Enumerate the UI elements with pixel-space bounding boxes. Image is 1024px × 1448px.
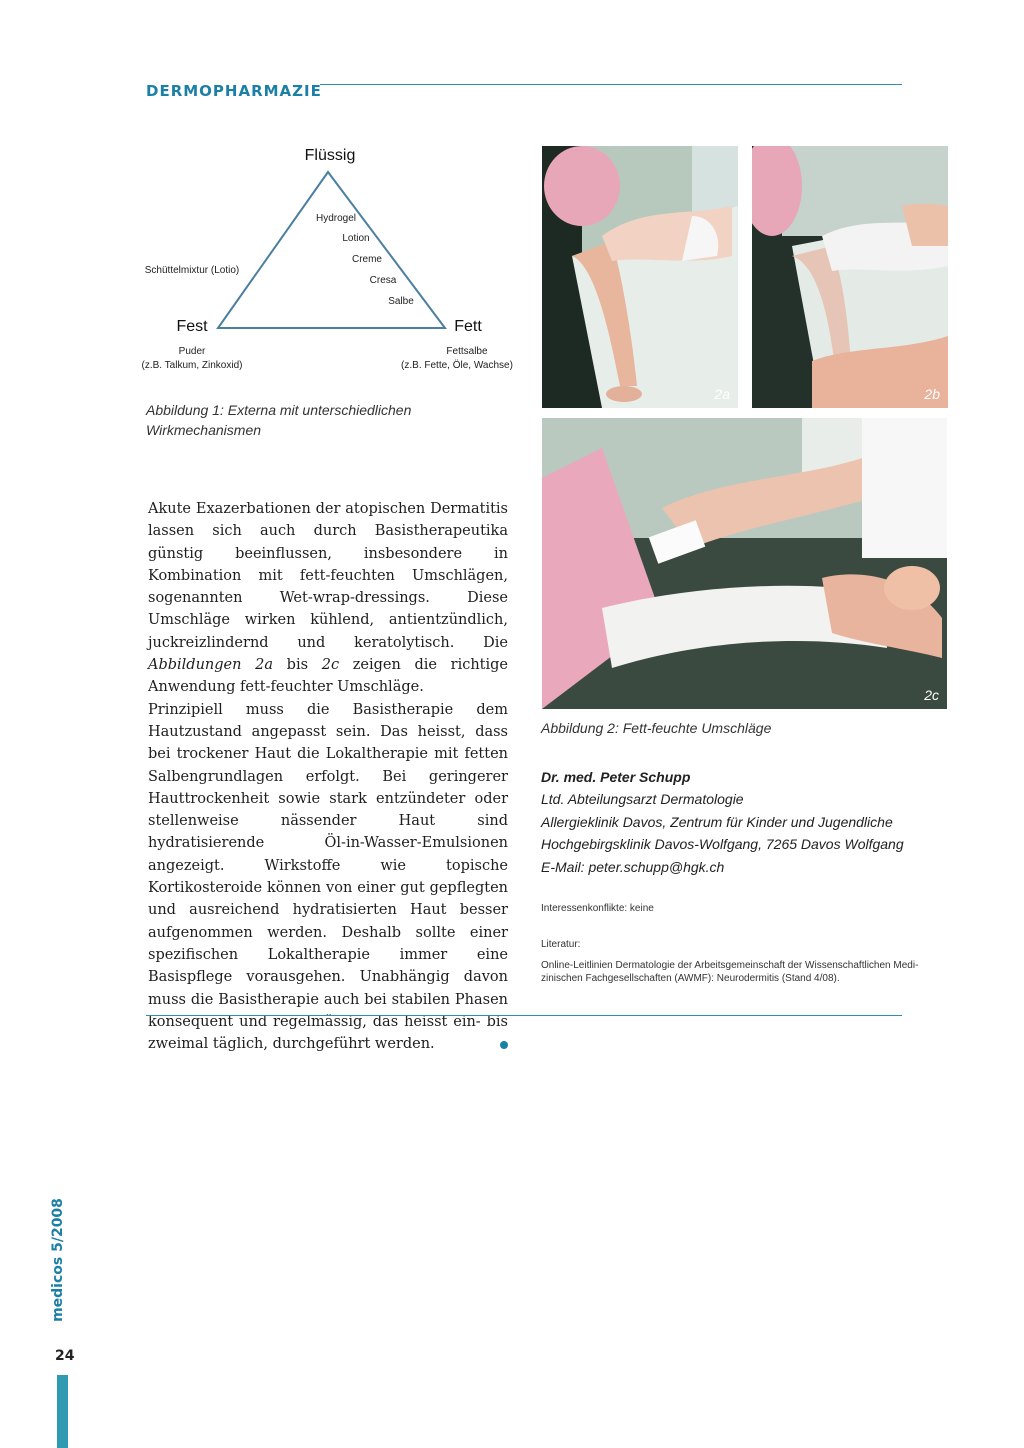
literature-block xyxy=(541,938,921,985)
externa-triangle-diagram xyxy=(140,140,530,380)
journal-side-title xyxy=(38,1190,78,1330)
author-clinic-1: Allergieklinik Davos, Zentrum für Kinder und Jugendliche xyxy=(541,813,893,830)
bottom-left-examples: (z.B. Talkum, Zinkoxid) xyxy=(141,360,243,371)
conflict-of-interest: Interessenkonflikte: keine xyxy=(541,903,654,914)
photo-2b-label: 2b xyxy=(924,386,940,402)
literature-heading: Literatur: xyxy=(541,939,581,950)
bottom-right-examples: (z.B. Fette, Öle, Wachse) xyxy=(401,360,513,371)
photo-2a xyxy=(542,146,738,408)
literature-reference-line: zinischen Fachgesellschaften (AWMF): Neurodermitis (Stand 4/08). xyxy=(541,973,840,984)
figure1-caption xyxy=(146,400,446,440)
right-side-label: Hydrogel xyxy=(315,213,357,224)
photo-2a-image xyxy=(542,146,738,408)
figure1-caption-line: Abbildung 1: Externa mit unterschiedlichen xyxy=(146,402,412,418)
photo-2a-label: 2a xyxy=(714,386,730,402)
figure2-caption: Abbildung 2: Fett-feuchte Umschläge xyxy=(541,720,772,736)
header-rule xyxy=(320,84,902,85)
page-number: 24 xyxy=(55,1348,75,1364)
figure1-caption-line: Wirkmechanismen xyxy=(146,422,262,438)
bottom-right-name: Fettsalbe xyxy=(446,346,488,357)
body-paragraph-1: Akute Exazerbationen der atopischen Dermatitis lassen sich auch durch Basistherapeutika günstig beeinflussen, insbesondere in Kombination mit fett-feuchten Umschlägen, sogenannten Wet-wrap-dressings. Diese Umschläge wirken kühlend, antientzündlich, juckreizlindernd und keratolytisch. Die Abbildungen 2a bis 2c zeigen die richtige Anwendung fett-feuchter Umschläge. xyxy=(148,501,508,696)
article-body xyxy=(148,498,508,1055)
left-side-label: Schüttelmixtur (Lotio) xyxy=(144,265,240,276)
bottom-rule xyxy=(146,1015,902,1016)
vertex-fest: Fest xyxy=(176,318,208,335)
bottom-left-name: Puder xyxy=(178,346,206,357)
right-side-label: Lotion xyxy=(342,233,370,244)
section-title: DERMOPHARMAZIE xyxy=(146,82,322,100)
right-side-label: Creme xyxy=(351,254,383,265)
author-block xyxy=(541,766,921,878)
body-paragraph-2: Prinzipiell muss die Basistherapie dem Hautzustand angepasst sein. Das heisst, dass bei trockener Haut die Lokaltherapie mit fetten Salbengrundlagen erfolgt. Bei geringerer Hauttrockenheit sowie stark entzündeter oder stellenweise nässender Haut sind hydratisierende Öl-in-Wasser-Emulsionen angezeigt. Wirkstoffe wie topische Kortikosteroide können von einer gut gepflegten und ausreichend hydratisierten Haut besser aufgenommen werden. Deshalb sollte einer spezifischen Lokaltherapie immer eine Basispflege vorausgehen. Unabhängig davon muss die Basistherapie auch bei stabilen Phasen konsequent und regelmässig, das heisst ein- bis zweimal täglich, durchgeführt werden. xyxy=(148,701,508,1053)
article-end-marker-icon xyxy=(500,1041,508,1049)
author-title: Ltd. Abteilungsarzt Dermatologie xyxy=(541,791,744,808)
literature-reference-line: Online-Leitlinien Dermatologie der Arbeitsgemeinschaft der Wissenschaftlichen Medi- xyxy=(541,960,919,971)
right-side-label: Cresa xyxy=(369,275,397,286)
photo-2c-image xyxy=(542,418,947,709)
author-clinic-2: Hochgebirgsklinik Davos-Wolfgang, 7265 Davos Wolfgang xyxy=(541,836,904,853)
author-name: Dr. med. Peter Schupp xyxy=(541,769,691,785)
photo-2c xyxy=(542,418,947,709)
vertex-fett: Fett xyxy=(454,318,482,335)
photo-2c-label: 2c xyxy=(924,687,939,703)
vertex-fluessig: Flüssig xyxy=(304,147,356,164)
author-email[interactable]: E-Mail: peter.schupp@hgk.ch xyxy=(541,858,725,875)
page-side-bar xyxy=(57,1375,68,1448)
photo-2b xyxy=(752,146,948,408)
journal-side-title-text: medicos 5/2008 xyxy=(50,1198,66,1322)
photo-2b-image xyxy=(752,146,948,408)
right-side-label: Salbe xyxy=(388,296,414,307)
